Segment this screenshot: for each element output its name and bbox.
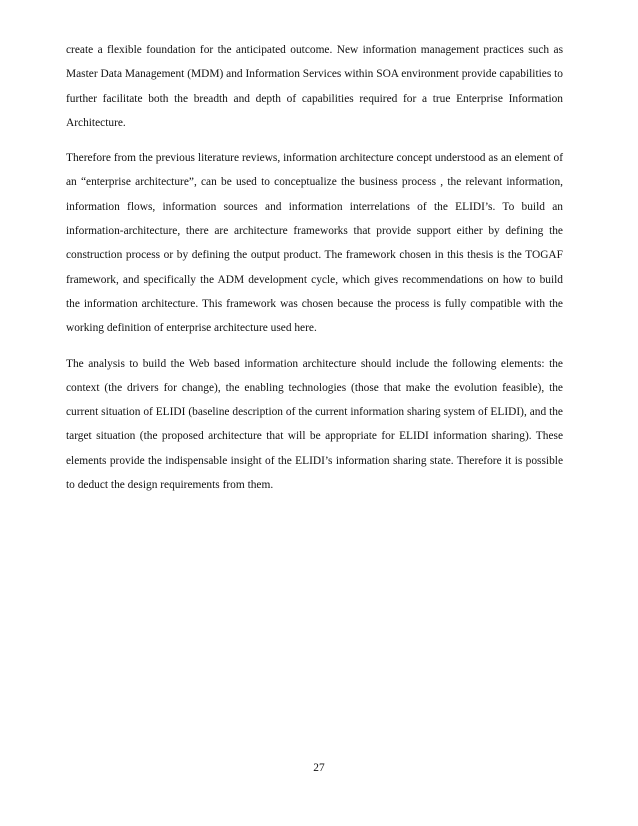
- paragraph-information-architecture: Therefore from the previous literature reviews, information architecture concept understood as an element of an “enterprise architecture”, can be used to conceptualize the business process , the relevant information, information flows, information sources and information interrelations of the ELIDI’s. To build an information-architecture, there are architecture frameworks that provide support either by defining the construction process or by defining the output product. The framework chosen in this thesis is the TOGAF framework, and specifically the ADM development cycle, which gives recommendations on how to build the information architecture. This framework was chosen because the process is fully compatible with the working definition of enterprise architecture used here.: [66, 152, 563, 335]
- page-number: 27: [313, 762, 325, 774]
- paragraph-information-management: create a flexible foundation for the anticipated outcome. New information management practices such as Master Data Management (MDM) and Information Services within SOA environment provide capabilities to further facilitate both the breadth and depth of capabilities required for a true Enterprise Information Architecture.: [66, 44, 563, 129]
- paragraph-analysis-elements: The analysis to build the Web based information architecture should include the following elements: the context (the drivers for change), the enabling technologies (those that make the evolution feasible), the current situation of ELIDI (baseline description of the current information sharing system of ELIDI), and the target situation (the proposed architecture that will be appropriate for ELIDI information sharing). These elements provide the indispensable insight of the ELIDI’s information sharing state. Therefore it is possible to deduct the design requirements from them.: [66, 357, 563, 492]
- body-text: [66, 38, 563, 508]
